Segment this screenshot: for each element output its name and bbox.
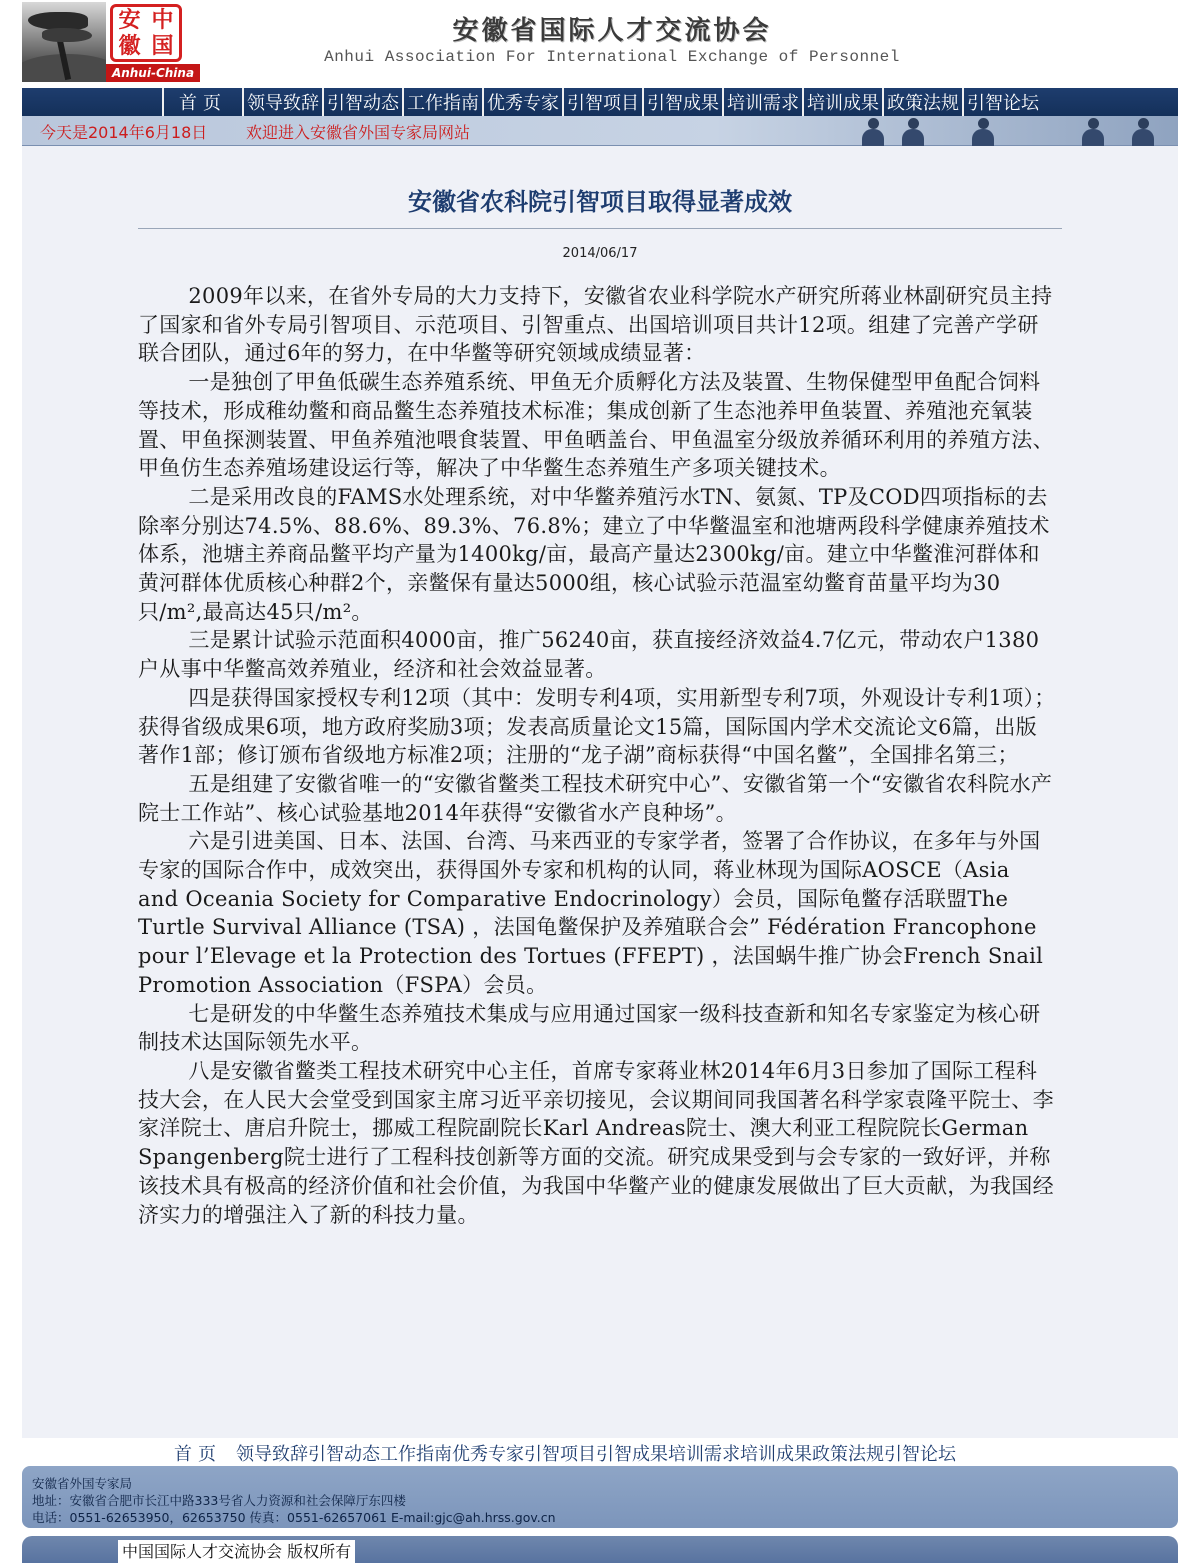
header-photo — [22, 2, 106, 82]
bottom-nav-experts[interactable]: 优秀专家 — [452, 1444, 524, 1465]
logo-seal — [110, 4, 182, 62]
bottom-nav — [22, 1438, 1178, 1466]
nav-link[interactable]: 政策法规 — [887, 93, 959, 114]
copyright-bar — [22, 1536, 1178, 1563]
nav-item-training-needs[interactable] — [722, 88, 802, 116]
nav-link[interactable]: 优秀专家 — [487, 93, 559, 114]
top-nav — [22, 88, 1178, 116]
article-paragraph: 七是研发的中华鳖生态养殖技术集成与应用通过国家一级科技查新和知名专家鉴定为核心研制技术达国际领先水平。 — [138, 1001, 1041, 1055]
article-paragraph: 八是安徽省鳖类工程技术研究中心主任，首席专家蒋业林2014年6月3日参加了国际工程科技大会，在人民大会堂受到国家主席习近平亲切接见，会议期间同我国著名科学家袁隆平院士、李家洋院士、唐启升院士，挪威工程院副院长Karl Andreas院士、澳大利亚工程院院长German Spangenberg院士进行了工程科技创新等方面的交流。研究成果受到与会专家的一致好评，并称该技术具有极高的经济价值和社会价值，为我国中华鳖产业的健康发展做出了巨大贡献，为我国经济实力的增强注入了新的科技力量。 — [138, 1058, 1054, 1227]
site-header — [22, 0, 1178, 86]
footer-address: 地址：安徽省合肥市长江中路333号省人力资源和社会保障厅东四楼 — [32, 1493, 406, 1508]
article-paragraph: 2009年以来，在省外专局的大力支持下，安徽省农业科学院水产研究所蒋业林副研究员主持了国家和省外专局引智项目、示范项目、引智重点、出国培训项目共计12项。组建了完善产学研联合团队，通过6年的努力，在中华鳖等研究领域成绩显著： — [138, 284, 1053, 366]
bottom-nav-leader-speech[interactable]: 领导致辞 — [236, 1444, 308, 1465]
bottom-nav-policy[interactable]: 政策法规 — [812, 1444, 884, 1465]
bottom-nav-forum[interactable]: 引智论坛 — [884, 1444, 956, 1465]
logo-char: 国 — [151, 33, 174, 59]
nav-item-projects[interactable] — [562, 88, 642, 116]
bottom-nav-guide[interactable]: 工作指南 — [380, 1444, 452, 1465]
article-paragraph: 五是组建了安徽省唯一的“安徽省鳖类工程技术研究中心”、安徽省第一个“安徽省农科院水产院士工作站”、核心试验基地2014年获得“安徽省水产良种场”。 — [138, 771, 1053, 825]
title-divider — [138, 228, 1062, 229]
site-logo[interactable] — [106, 2, 200, 82]
article-date: 2014/06/17 — [562, 246, 638, 261]
bottom-nav-training-needs[interactable]: 培训需求 — [668, 1444, 740, 1465]
nav-item-news[interactable] — [322, 88, 402, 116]
bottom-nav-home[interactable]: 首页 — [174, 1444, 222, 1465]
nav-item-policy[interactable] — [882, 88, 962, 116]
article-paragraph: 二是采用改良的FAMS水处理系统，对中华鳖养殖污水TN、氨氮、TP及COD四项指标的去除率分别达74.5%、88.6%、89.3%、76.8%；建立了中华鳖温室和池塘两段科学健康养殖技术体系，池塘主养商品鳖平均产量为1400kg/亩，最高产量达2300kg/亩。建立中华鳖淮河群体和黄河群体优质核心种群2个，亲鳖保有量达5000组，核心试验示范温室幼鳖育苗量平均为30只/m²,最高达45只/m²。 — [138, 484, 1050, 624]
article-paragraph: 三是累计试验示范面积4000亩，推广56240亩，获直接经济效益4.7亿元，带动农户1380户从事中华鳖高效养殖业，经济和社会效益显著。 — [138, 628, 1040, 682]
nav-item-experts[interactable] — [482, 88, 562, 116]
site-title: 安徽省国际人才交流协会 — [452, 16, 772, 46]
footer-contact: 电话：0551-62653950，62653750 传真：0551-62657061 E-mail:gjc@ah.hrss.gov.cn — [32, 1510, 556, 1525]
article-paragraph: 一是独创了甲鱼低碳生态养殖系统、甲鱼无介质孵化方法及装置、生物保健型甲鱼配合饲料等技术，形成稚幼鳖和商品鳖生态养殖技术标准；集成创新了生态池养甲鱼装置、养殖池充氧装置、甲鱼探测装置、甲鱼养殖池喂食装置、甲鱼晒盖台、甲鱼温室分级放养循环利用的养殖方法、甲鱼仿生态养殖场建设运行等，解决了中华鳖生态养殖生产多项关键技术。 — [138, 370, 1054, 481]
nav-link[interactable]: 引智成果 — [647, 93, 719, 114]
footer-org: 安徽省外国专家局 — [32, 1476, 133, 1491]
date-bar — [22, 116, 1178, 146]
nav-link[interactable]: 引智动态 — [327, 93, 399, 114]
nav-item-forum[interactable] — [962, 88, 1042, 116]
article-paragraph: 四是获得国家授权专利12项（其中：发明专利4项，实用新型专利7项，外观设计专利1项）；获得省级成果6项，地方政府奖励3项；发表高质量论文15篇，国际国内学术交流论文6篇，出版著作1部；修订颁布省级地方标准2项；注册的“龙子湖”商标获得“中国名鳖”，全国排名第三； — [138, 685, 1056, 768]
article-paragraph: 六是引进美国、日本、法国、台湾、马来西亚的专家学者，签署了合作协议，在多年与外国专家的国际合作中，成效突出，获得国外专家和机构的认同，蒋业林现为国际AOSCE（Asia and Oceania Society for Comparative Endocrinology）会员，国际龟鳖存活联盟The Turtle Survival Alliance (TSA) ，法国龟鳖保护及养殖联合会” Fédération Francophone pour l’Elevage et la Protection des Tortues (FFEPT) ，法国蜗牛推广协会French Snail Promotion Association（FSPA）会员。 — [138, 829, 1044, 997]
article-area — [22, 146, 1178, 1438]
nav-link[interactable]: 领导致辞 — [247, 93, 319, 114]
today-date: 今天是2014年6月18日 — [40, 123, 208, 142]
logo-char: 徽 — [118, 33, 141, 59]
nav-link[interactable]: 培训需求 — [727, 93, 799, 114]
welcome-text: 欢迎进入安徽省外国专家局网站 — [246, 123, 471, 142]
nav-link[interactable]: 首页 — [179, 93, 227, 114]
bottom-nav-news[interactable]: 引智动态 — [308, 1444, 380, 1465]
nav-item-achievements[interactable] — [642, 88, 722, 116]
bottom-nav-training-results[interactable]: 培训成果 — [740, 1444, 812, 1465]
site-footer — [22, 1466, 1178, 1528]
logo-char: 安 — [118, 7, 141, 33]
nav-link[interactable]: 培训成果 — [807, 93, 879, 114]
site-subtitle: Anhui Association For International Exchange of Personnel — [324, 48, 900, 66]
logo-char: 中 — [151, 7, 174, 33]
nav-link[interactable]: 引智论坛 — [967, 93, 1039, 114]
bottom-nav-projects[interactable]: 引智项目 — [524, 1444, 596, 1465]
copyright-text: 中国国际人才交流协会 版权所有 — [118, 1540, 355, 1563]
article-title: 安徽省农科院引智项目取得显著成效 — [408, 187, 792, 216]
nav-item-guide[interactable] — [402, 88, 482, 116]
nav-item-home[interactable] — [162, 88, 242, 116]
article-body — [138, 282, 1056, 1229]
nav-item-leader-speech[interactable] — [242, 88, 322, 116]
nav-item-training-results[interactable] — [802, 88, 882, 116]
banner-people-image — [840, 116, 1170, 146]
nav-link[interactable]: 引智项目 — [567, 93, 639, 114]
logo-caption: Anhui-China — [106, 64, 200, 82]
bottom-nav-achievements[interactable]: 引智成果 — [596, 1444, 668, 1465]
nav-link[interactable]: 工作指南 — [407, 93, 479, 114]
